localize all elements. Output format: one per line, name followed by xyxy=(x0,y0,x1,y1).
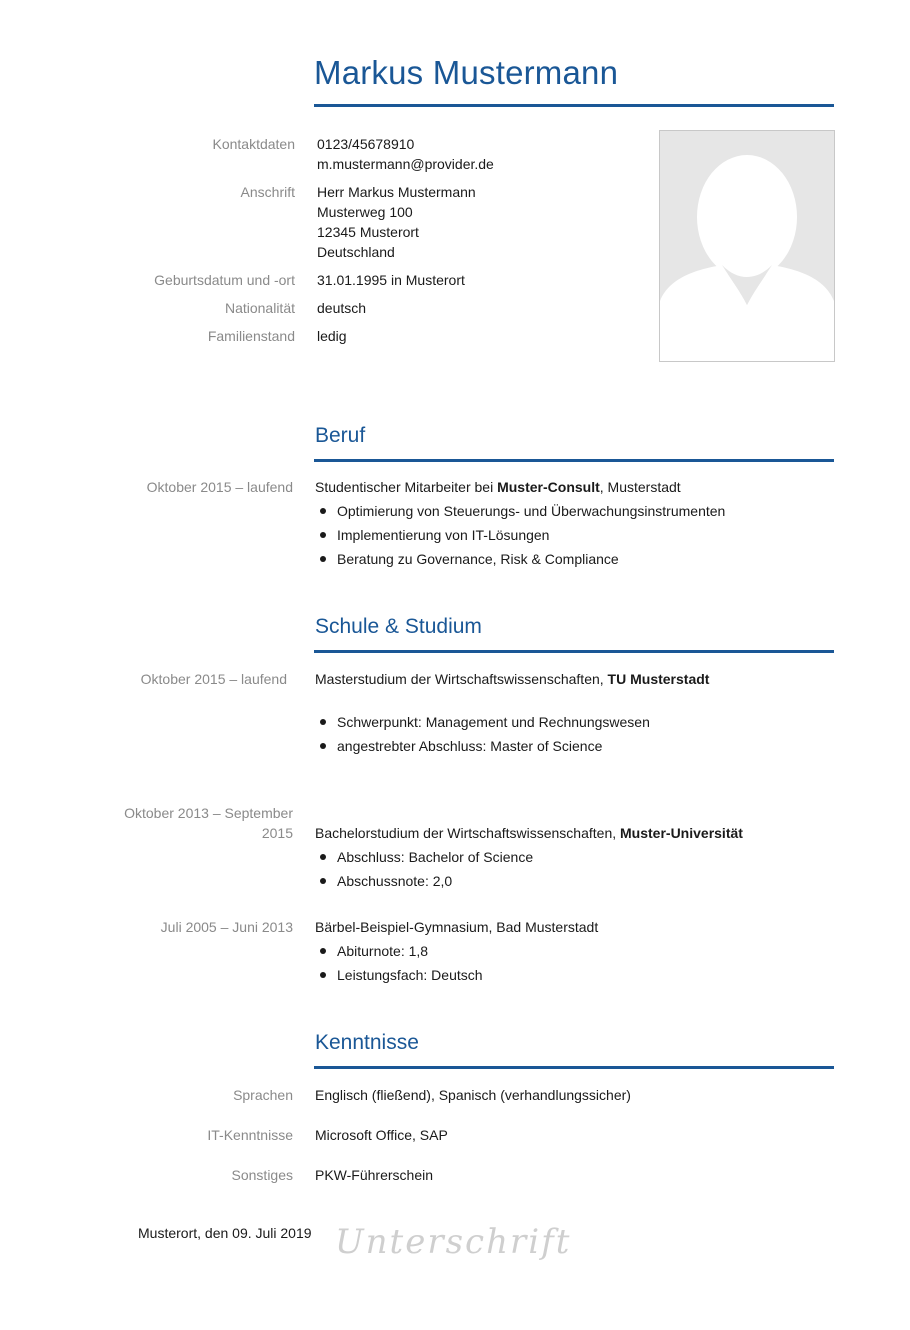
entry-date: Juli 2005 – Juni 2013 xyxy=(160,919,293,935)
section-title-schule: Schule & Studium xyxy=(315,615,482,638)
entry-date: Oktober 2013 – September xyxy=(124,805,293,821)
list-item: angestrebter Abschluss: Master of Science xyxy=(315,734,650,758)
skill-label: Sonstiges xyxy=(231,1167,293,1183)
nationality-label: Nationalität xyxy=(224,300,295,316)
skill-label: IT-Kenntnisse xyxy=(207,1127,293,1143)
list-item: Abschussnote: 2,0 xyxy=(315,869,533,893)
list-item: Abiturnote: 1,8 xyxy=(315,939,483,963)
entry-title: Masterstudium der Wirtschaftswissenschaften, TU Musterstadt xyxy=(315,671,710,687)
entry-date: Oktober 2015 – laufend xyxy=(146,479,293,495)
entry-bullets xyxy=(315,939,483,987)
list-item: Optimierung von Steuerungs- und Überwachungsinstrumenten xyxy=(315,499,725,523)
marital-label: Familienstand xyxy=(207,328,295,344)
address-label: Anschrift xyxy=(240,184,295,200)
entry-bullets xyxy=(315,845,533,893)
list-item: Schwerpunkt: Management und Rechnungswesen xyxy=(315,710,650,734)
entry-date: Oktober 2015 – laufend xyxy=(140,671,287,687)
entry-bullets xyxy=(315,499,725,571)
list-item: Abschluss: Bachelor of Science xyxy=(315,845,533,869)
entry-bullets xyxy=(315,710,650,758)
section-divider xyxy=(314,459,834,462)
skill-value: Englisch (fließend), Spanisch (verhandlungssicher) xyxy=(315,1087,631,1103)
skill-value: Microsoft Office, SAP xyxy=(315,1127,448,1143)
skill-label: Sprachen xyxy=(233,1087,293,1103)
section-title-kenntnisse: Kenntnisse xyxy=(315,1031,419,1054)
entry-title: Studentischer Mitarbeiter bei Muster-Consult, Musterstadt xyxy=(315,479,681,495)
person-silhouette-icon xyxy=(660,131,834,361)
marital-value: ledig xyxy=(317,328,347,344)
address-line: 12345 Musterort xyxy=(317,224,419,240)
cv-name: Markus Mustermann xyxy=(314,54,619,91)
section-divider xyxy=(314,650,834,653)
section-title-beruf: Beruf xyxy=(315,424,366,447)
email-value: m.mustermann@provider.de xyxy=(317,156,494,172)
skill-value: PKW-Führerschein xyxy=(315,1167,434,1183)
place-date: Musterort, den 09. Juli 2019 xyxy=(138,1225,312,1241)
signature: Unterschrift xyxy=(335,1222,572,1262)
nationality-value: deutsch xyxy=(317,300,367,316)
list-item: Implementierung von IT-Lösungen xyxy=(315,523,725,547)
address-line: Herr Markus Mustermann xyxy=(317,184,476,200)
name-divider xyxy=(314,104,834,107)
birth-label: Geburtsdatum und -ort xyxy=(154,272,295,288)
list-item: Beratung zu Governance, Risk & Compliance xyxy=(315,547,725,571)
profile-photo-placeholder xyxy=(659,130,835,362)
contact-label: Kontaktdaten xyxy=(212,136,295,152)
address-line: Musterweg 100 xyxy=(317,204,413,220)
entry-title: Bachelorstudium der Wirtschaftswissenschaften, Muster-Universität xyxy=(315,825,743,841)
entry-date: 2015 xyxy=(261,825,293,841)
address-line: Deutschland xyxy=(317,244,395,260)
list-item: Leistungsfach: Deutsch xyxy=(315,963,483,987)
phone-value: 0123/45678910 xyxy=(317,136,415,152)
section-divider xyxy=(314,1066,834,1069)
entry-title: Bärbel-Beispiel-Gymnasium, Bad Musterstadt xyxy=(315,919,599,935)
birth-value: 31.01.1995 in Musterort xyxy=(317,272,465,288)
